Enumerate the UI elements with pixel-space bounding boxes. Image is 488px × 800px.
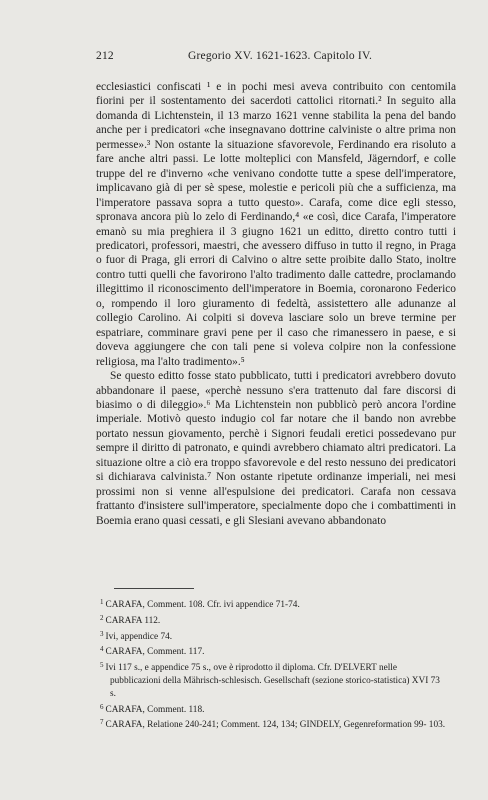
footnote <box>100 596 448 612</box>
paragraph: ecclesiastici confiscati ¹ e in pochi mesi aveva contribuito con centomila fiorini per il sostentamento dei sacerdoti cattolici ritornati.² In seguito alla domanda di Lichtenstein, il 13 marzo 1621 venne stabilita la pena del bando anche per i predicatori «che insegnavano dottrine calviniste o altre prima non permesse».³ Non ostante la situazione sfavorevole, Ferdinando era risoluto a fare anche altri passi. Le lotte molteplici con Mansfeld, Jägerndorf, e colle truppe del re d'inverno «che venivano condotte tutte a spese dell'imperatore, implicavano già di per sè spese, molestie e pericoli più che a sufficienza, ma l'imperatore passava sopra a tutto questo». Carafa, come dice egli stesso, spronava ancora più lo zelo di Ferdinando,⁴ «e così, dice Carafa, l'imperatore emanò su mia preghiera il 3 giugno 1621 un editto, diretto contro tutti i predicatori, professori, maestri, che avessero diffuso in tutto il regno, in Praga o fuor di Praga, gli errori di Calvino o altre sette proibite dallo Stato, inoltre contro tutti quelli che favorirono l'alto tradimento dalle cattedre, proclamando illegittimo il riconoscimento dell'imperatore in Boemia, coronarono Federico o, rompendo il loro giuramento di fedeltà, assistettero alle adunanze al collegio Carolino. Ai colpiti si doveva lasciare solo un breve termine per espatriare, comminare gravi pene per il caso che rimanessero in paese, e si doveva aggiungere che con tali pene si voleva colpire non la confessione religiosa, ma l'alto tradimento».⁵ <box>96 81 456 368</box>
footnote-text: CARAFA 112. <box>105 615 161 626</box>
footnote-number: 4 <box>100 645 104 654</box>
paragraph: Se questo editto fosse stato pubblicato, tutti i predicatori avrebbero dovuto abbandonare il paese, «perchè nessuno s'era trattenuto dal fare discorsi di biasimo o di dileggio».⁶ Ma Lichtenstein non pubblicò però ancora l'ordine imperiale. Motivò questo indugio col far notare che il bando non avrebbe portato nessun giovamento, perchè i Signori feudali eretici possedevano pur sempre il diritto di patronato, e quindi avrebbero chiamato altri predicatori. La situazione oltre a ciò era troppo sfavorevole e del resto nessuno dei predicatori si dichiarava calvinista.⁷ Non ostante ripetute ordinanze imperiali, nei mesi prossimi non si venne all'espulsione dei predicatori. Carafa non cessava frattanto d'insistere sull'imperatore, specialmente dopo che i combattimenti in Boemia erano quasi cessati, e gli Slesiani avevano abbandonato <box>96 370 456 527</box>
footnote-text: CARAFA, Comment. 108. Cfr. ivi appendice 71-74. <box>105 600 300 610</box>
footnote <box>100 716 448 732</box>
footnote-number: 1 <box>100 598 104 606</box>
footnote <box>100 612 448 628</box>
footnote-text: CARAFA, Comment. 118. <box>105 704 205 715</box>
footnote-text: CARAFA, Comment. 117. <box>105 647 205 658</box>
footnote <box>100 628 448 644</box>
footnote-text: Ivi, appendice 74. <box>105 631 173 642</box>
footnote <box>100 701 448 717</box>
page-number: 212 <box>96 50 114 62</box>
footnote-number: 5 <box>100 661 104 670</box>
footnote <box>100 659 448 700</box>
footnote-number: 6 <box>100 702 104 711</box>
footnote-number: 7 <box>100 718 104 727</box>
footnote-divider <box>114 588 194 589</box>
main-text <box>96 80 456 528</box>
footnote-text: Ivi 117 s., e appendice 75 s., ove è riprodotto il diploma. Cfr. D'ELVERT nelle pubblicazioni della Mährisch-schlesisch. Gesellschaft (sezione storico-statistica) XVI 73 s. <box>105 663 440 699</box>
running-title: Gregorio XV. 1621-1623. Capitolo IV. <box>188 50 373 62</box>
footnote-text: CARAFA, Relatione 240-241; Comment. 124, 134; GINDELY, Gegenreformation 99- 103. <box>105 720 446 731</box>
footnote-number: 3 <box>100 629 104 638</box>
footnotes <box>100 596 448 732</box>
footnote <box>100 643 448 659</box>
footnote-number: 2 <box>100 613 104 622</box>
